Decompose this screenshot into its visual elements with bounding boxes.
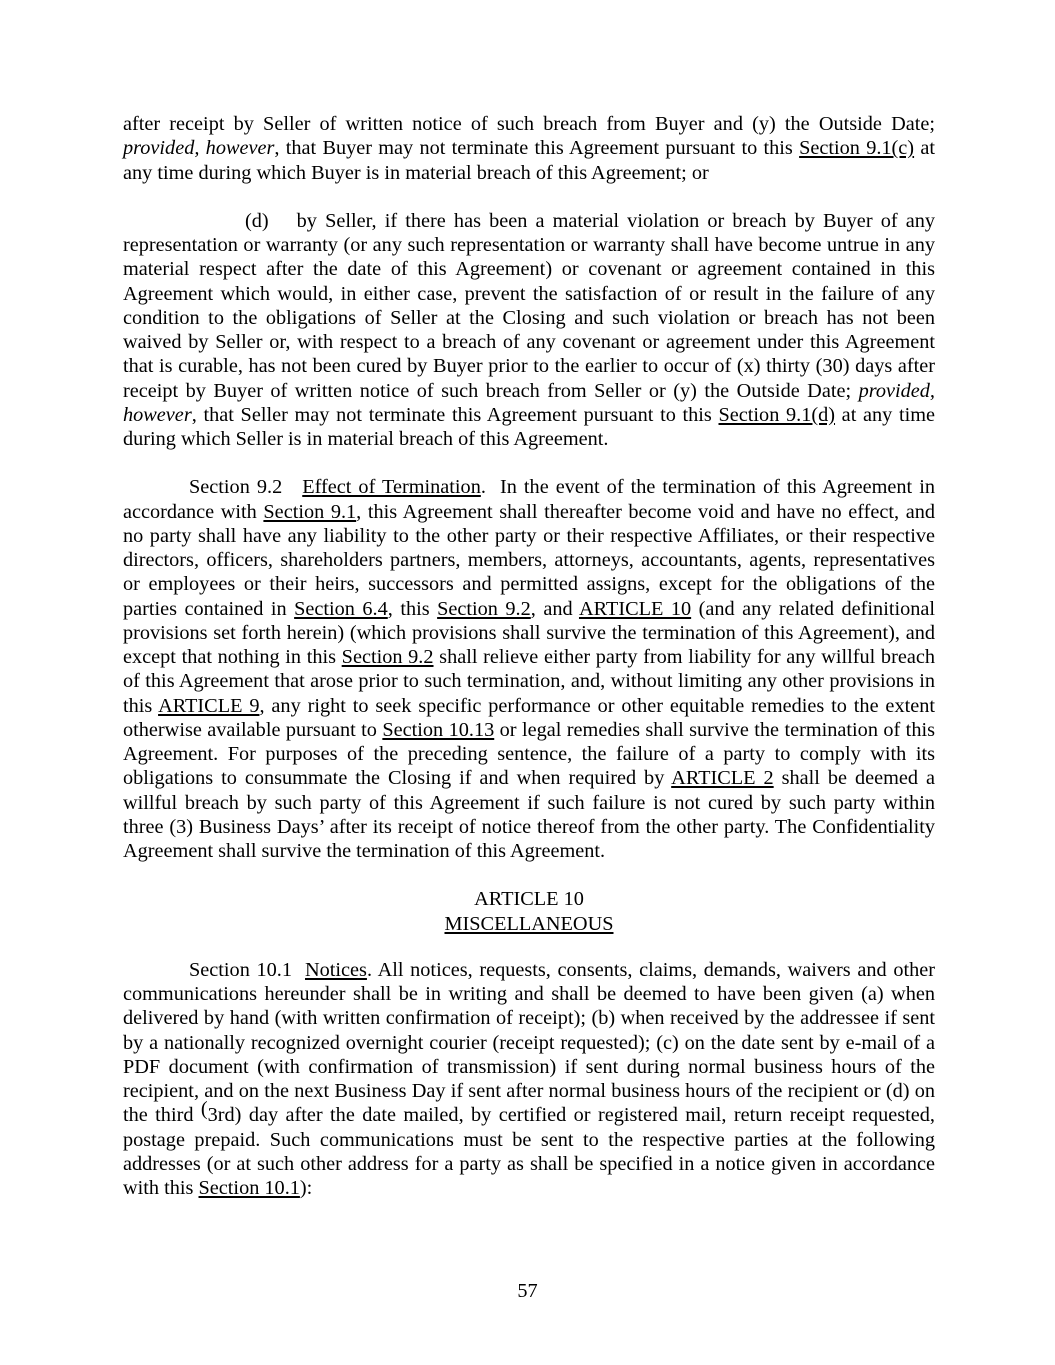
text-run: at any time during which Buyer is in material breach of this Agreement; or (123, 137, 935, 184)
italic-text: provided, however (123, 379, 935, 426)
text-run: , this Agreement shall thereafter become void and have no effect, and no party shall have any liability to the other party or their respective Affiliates, or their respective directors, officers, shareholders partners, members, attorneys, accountants, agents, representatives or employees or their heirs, successors and permitted assigns, except for the obligations of the parties contained in (123, 500, 935, 620)
underlined-reference: Section 10.1 (198, 1177, 300, 1199)
text-run: . In the event of the termination of this Agreement in accordance with (123, 476, 936, 523)
article-10-title: ARTICLE 10 (474, 888, 584, 911)
text-run: shall relieve either party from liability for any willful breach of this Agreement that arose prior to such termination, and, without limiting any other provisions in this (123, 646, 935, 717)
text-run: , this (387, 597, 438, 620)
article-10-heading (123, 887, 935, 936)
underlined-reference: Section 9.1(c) (799, 137, 915, 160)
underlined-reference: ARTICLE 2 (671, 767, 774, 790)
underlined-reference: Section 9.1 (263, 500, 357, 523)
text-run: at any time during which Seller is in material breach of this Agreement. (123, 403, 935, 450)
underlined-reference: ARTICLE 10 (578, 597, 692, 620)
text-run: , that Buyer may not terminate this Agreement pursuant to this (274, 137, 800, 160)
text-run: (d) (245, 209, 269, 232)
text-run: shall be deemed a willful breach by such party of this Agreement if such failure is not cured by such party within three (3) Business Days’ after its receipt of notice thereof from the other party. The Confidentiality Agreement shall survive the termination of this Agreement. (123, 767, 935, 862)
text-run: , and (530, 597, 579, 620)
article-10-subtitle: MISCELLANEOUS (444, 912, 614, 935)
page-number: 57 (517, 1279, 538, 1302)
underlined-reference: Effect of Termination (302, 476, 481, 499)
text-run: ): (299, 1177, 313, 1199)
underlined-reference: Section 10.13 (382, 718, 495, 741)
paragraph-section-9-2 (123, 475, 935, 863)
superscript-paren: ( (200, 1098, 208, 1121)
paragraph-section-10-1 (123, 958, 935, 1201)
paragraph-continuation (123, 112, 935, 185)
paragraph-clause-d (123, 209, 935, 452)
text-run: after receipt by Seller of written notice of such breach from Buyer and (y) the Outside Date; (123, 113, 935, 135)
text-run: . All notices, requests, consents, claims, demands, waivers and other communications hereunder shall be in writing and shall be deemed to have been given (a) when delivered by hand (with written confirmation of receipt); (b) when received by the addressee if sent by a nationally recognized overnight courier (receipt requested); (c) on the date sent by e-mail of a PDF document (with confirmation of transmission) if sent during normal business hours of the recipient, and on the next Business Day if sent after normal business hours of the recipient or (d) on the third (123, 958, 935, 1127)
text-run: (and any related definitional provisions set forth herein) (which provisions shall survive the termination of this Agreement), and except that nothing in this (123, 597, 936, 668)
underlined-reference: Section 9.2 (437, 597, 531, 620)
text-run: by Seller, if there has been a material violation or breach by Buyer of any representation or warranty (or any such representation or warranty shall have become untrue in any material respect after the date of this Agreement) or covenant or agreement contained in this Agreement which would, in either case, prevent the satisfaction of or result in the failure of any condition to the obligations of Seller at the Closing and such violation or breach has not been waived by Seller or, with respect to a breach of any covenant or agreement under this Agreement that is curable, has not been cured by Buyer prior to the earlier to occur of (x) thirty (30) days after receipt by Buyer of written notice of such breach from Seller or (y) the Outside Date; (123, 209, 935, 402)
text-run: , that Seller may not terminate this Agreement pursuant to this (191, 403, 719, 426)
text-run: Section 10.1 (189, 958, 292, 981)
italic-text: provided, however (123, 137, 275, 160)
underlined-reference: Notices (305, 958, 367, 981)
underlined-reference: ARTICLE 9 (158, 694, 260, 717)
underlined-reference: Section 9.2 (341, 646, 434, 668)
text-run: Section 9.2 (189, 476, 283, 499)
text-run: , any right to seek specific performance or other equitable remedies to the extent otherwise available pursuant to (123, 694, 935, 741)
text-run: 3rd) day after the date mailed, by certified or registered mail, return receipt requested, postage prepaid. Such communications must be sent to the respective parties at the following addresses (or at such other address for a party as shall be specified in a notice given in accordance with this (123, 1104, 935, 1199)
underlined-reference: Section 6.4 (294, 597, 388, 620)
text-run: or legal remedies shall survive the termination of this Agreement. For purposes of the preceding sentence, the failure of a party to comply with its obligations to consummate the Closing if and when required by (123, 718, 935, 790)
underlined-reference: Section 9.1(d) (718, 403, 836, 426)
